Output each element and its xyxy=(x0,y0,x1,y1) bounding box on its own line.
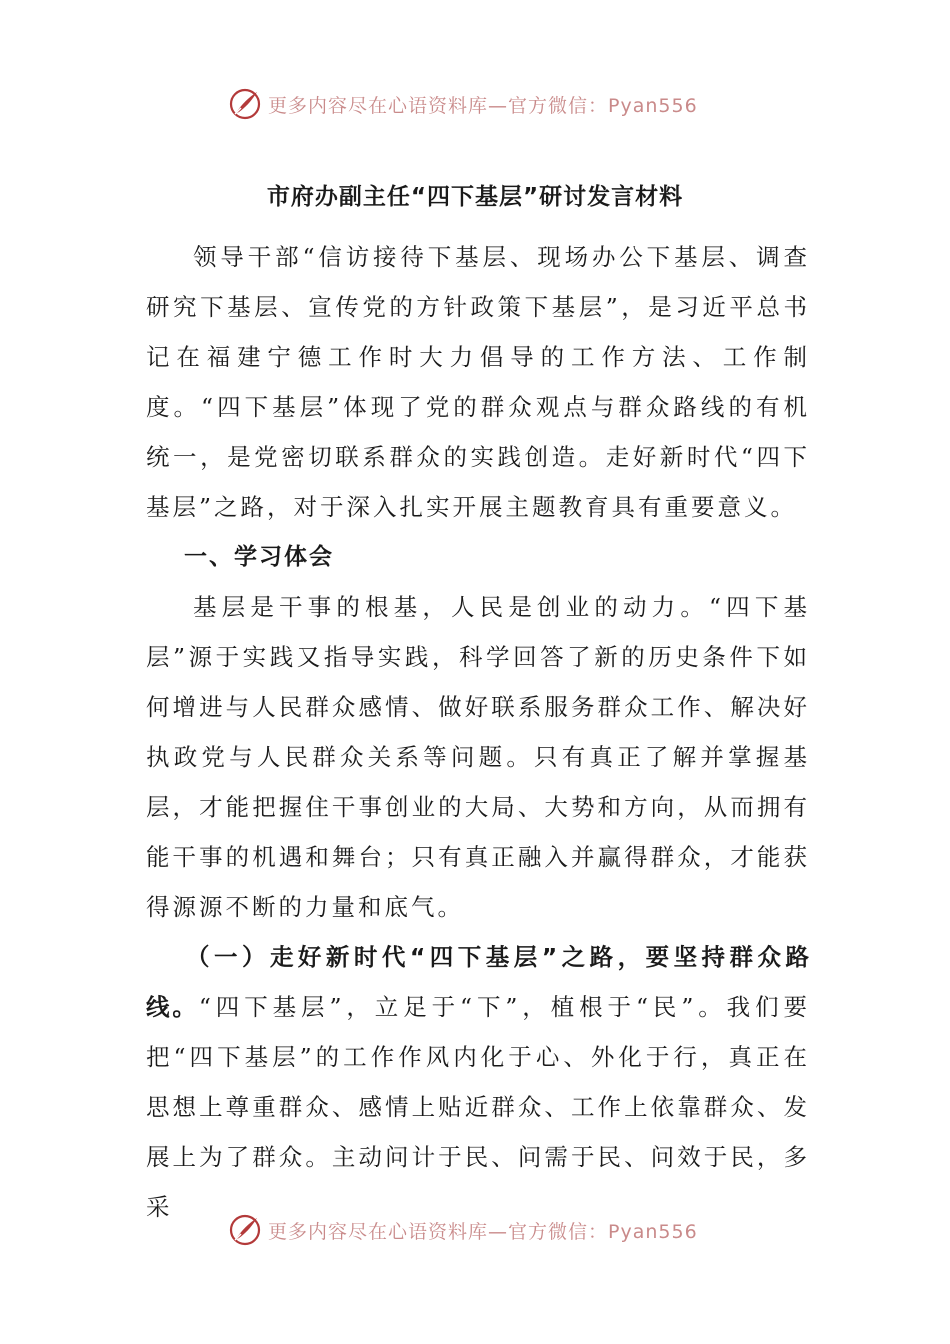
document-body xyxy=(146,232,810,1232)
intro-paragraph: 领导干部“信访接待下基层、现场办公下基层、调查研究下基层、宣传党的方针政策下基层”，是习近平总书记在福建宁德工作时大力倡导的工作方法、工作制度。“四下基层”体现了党的群众观点与群众路线的有机统一，是党密切联系群众的实践创造。走好新时代“四下基层”之路，对于深入扎实开展主题教育具有重要意义。 xyxy=(146,243,810,521)
watermark-text: 更多内容尽在心语资料库—官方微信：Pyan556 xyxy=(268,1220,698,1243)
section-heading-study: 一、学习体会 xyxy=(184,544,334,570)
mass-line-paragraph: “四下基层”，立足于“下”，植根于“民”。我们要把“四下基层”的工作作风内化于心、外化于行，真正在思想上尊重群众、感情上贴近群众、工作上依靠群众、发展上为了群众。主动问计于民、问需于民、问效于民，多采 xyxy=(146,993,811,1221)
watermark-banner-top xyxy=(228,84,748,124)
subsection-heading-mass-line: （一）走好新时代“四下基层”之路，要坚持群众路线。 xyxy=(146,943,810,1021)
quill-pen-logo-icon xyxy=(228,87,262,121)
document-title: 市府办副主任“四下基层”研讨发言材料 xyxy=(266,184,684,210)
quill-pen-logo-icon xyxy=(228,1213,262,1247)
study-paragraph: 基层是干事的根基，人民是创业的动力。“四下基层”源于实践又指导实践，科学回答了新的历史条件下如何增进与人民群众感情、做好联系服务群众工作、解决好执政党与人民群众关系等问题。只有真正了解并掌握基层，才能把握住干事创业的大局、大势和方向，从而拥有能干事的机遇和舞台；只有真正融入并赢得群众，才能获得源源不断的力量和底气。 xyxy=(146,593,810,921)
watermark-text: 更多内容尽在心语资料库—官方微信：Pyan556 xyxy=(268,94,698,117)
watermark-banner-bottom xyxy=(228,1210,748,1250)
subsection-paragraph xyxy=(146,932,810,1232)
